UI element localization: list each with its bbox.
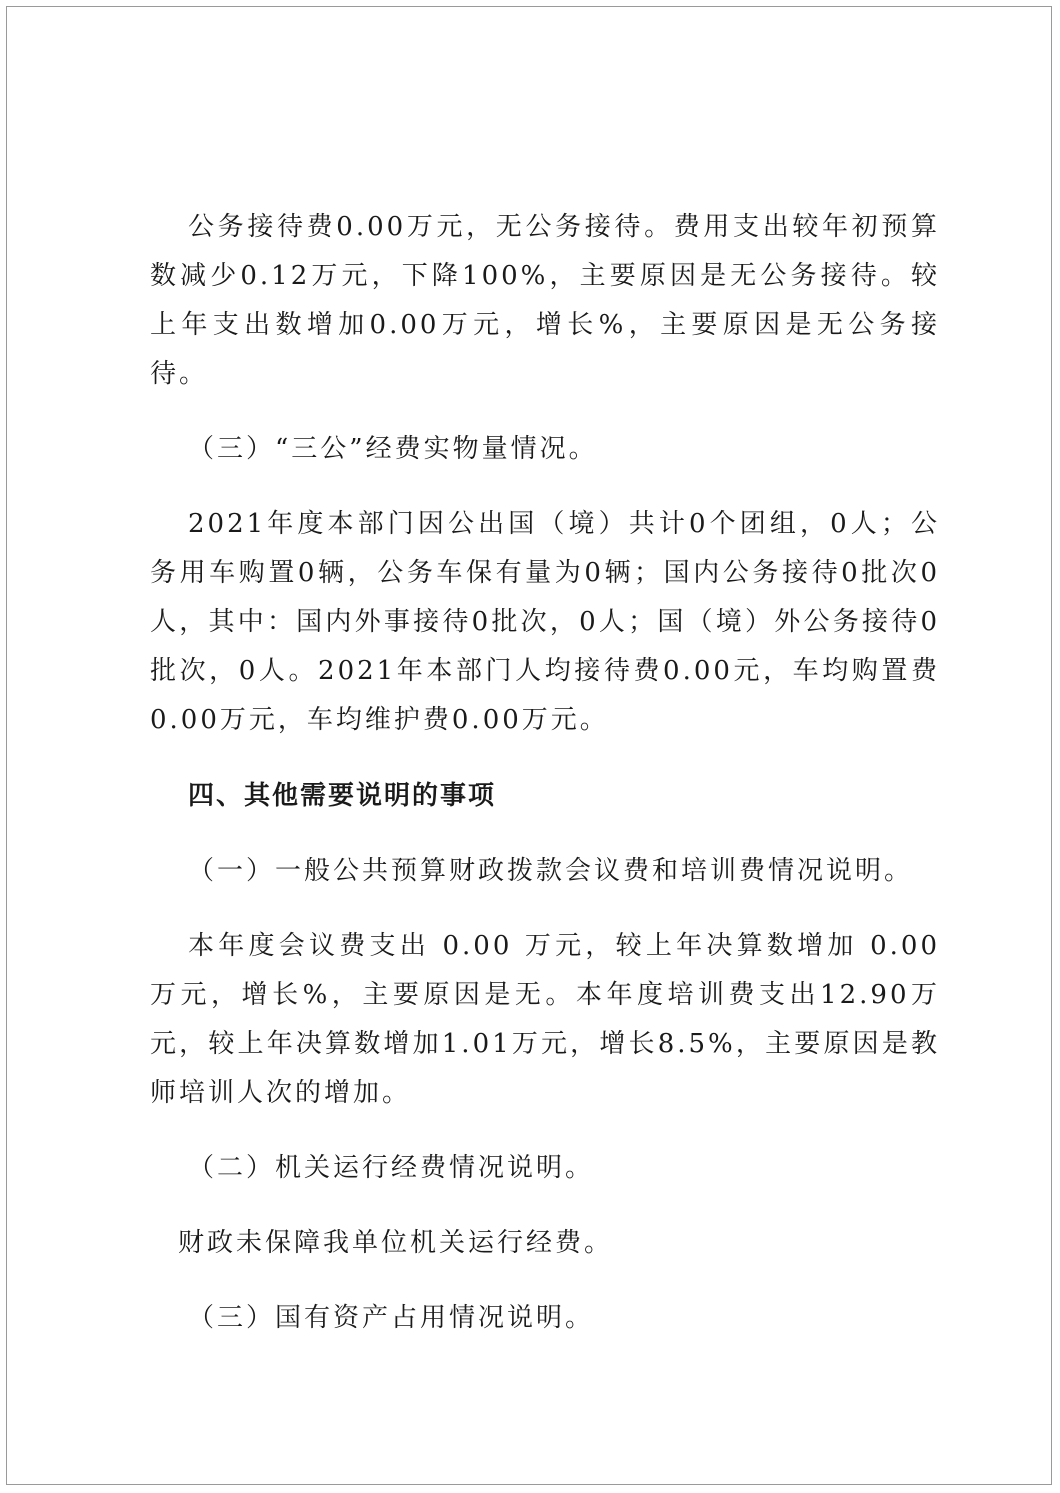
paragraph-operating-expense-details: 财政未保障我单位机关运行经费。 (178, 1228, 614, 1258)
subheading-operating-expense: （二）机关运行经费情况说明。 (188, 1153, 595, 1183)
paragraph-meeting-training-details: 本年度会议费支出 0.00 万元，较上年决算数增加 0.00 万元，增长%，主要原因是无。本年度培训费支出12.90万元，较上年决算数增加1.01万元，增长8.5%，主要原因是教师培训人次的增加。 (150, 931, 940, 1108)
document-page (6, 6, 1052, 1485)
subheading-meeting-training: （一）一般公共预算财政拨款会议费和培训费情况说明。 (188, 856, 914, 886)
subheading-state-assets: （三）国有资产占用情况说明。 (188, 1303, 595, 1333)
section-heading-other-matters: 四、其他需要说明的事项 (188, 781, 497, 811)
paragraph-reception-expense: 公务接待费0.00万元，无公务接待。费用支出较年初预算数减少0.12万元，下降100%，主要原因是无公务接待。较上年支出数增加0.00万元，增长%，主要原因是无公务接待。 (150, 212, 940, 389)
paragraph-quantity-details: 2021年度本部门因公出国（境）共计0个团组，0人；公务用车购置0辆，公务车保有量为0辆；国内公务接待0批次0人，其中：国内外事接待0批次，0人；国（境）外公务接待0批次，0人。2021年本部门人均接待费0.00元，车均购置费0.00万元，车均维护费0.00万元。 (150, 509, 940, 735)
document-body (150, 203, 940, 1343)
subheading-three-public-quantity: （三）“三公”经费实物量情况。 (188, 434, 598, 464)
